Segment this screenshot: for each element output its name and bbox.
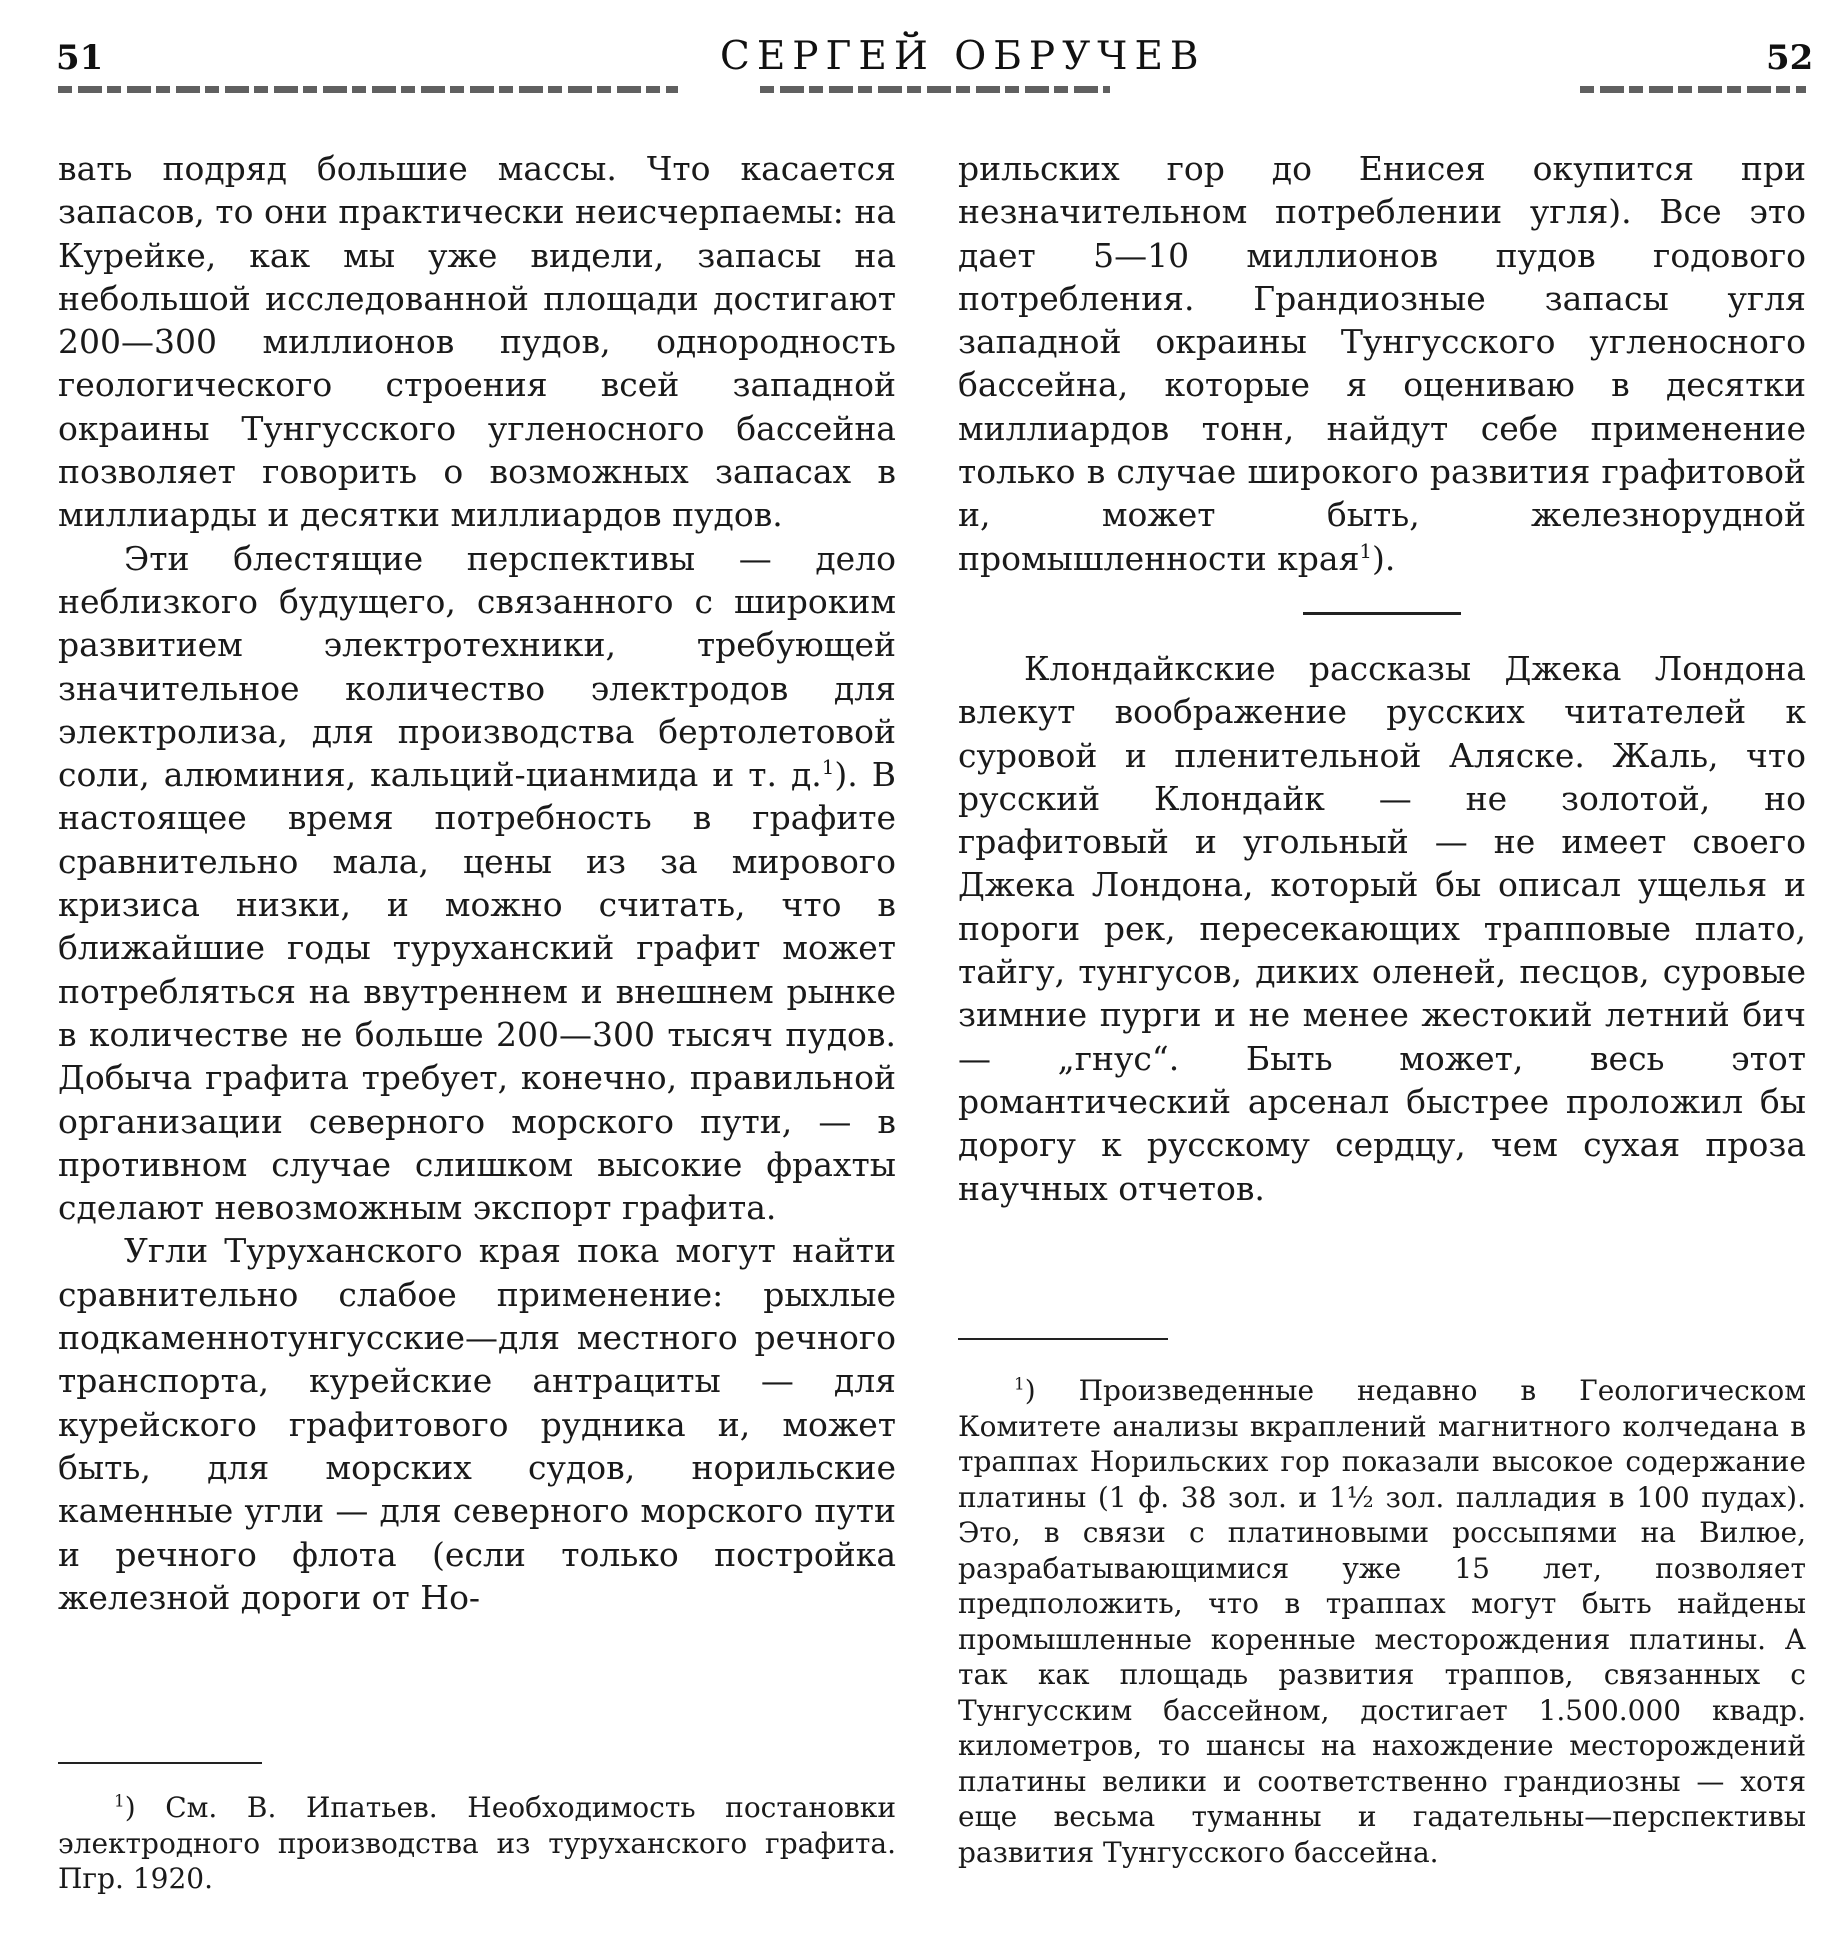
right-footnote-text: ) Произведенные недавно в Геологическом Комитете анализы вкраплений магнитного колчедана в траппах Норильских гор показали высокое содержание платины (1 ф. 38 зол. и 1½ зол. палладия в 100 пудах). Это, в связи с платиновыми россыпями на Вилюе, разрабатывающимися уже 15 лет, позволяет предположить, что в траппах могут быть найдены промышленные коренные месторождения платины. А так как площадь развития траппов, связанных с Тунгусским бассейном, достигает 1.500.000 квадр. километров, то шансы на нахождение месторождений платины велики и соответственно грандиозны — хотя еще весьма туманны и гадательны—перспективы развития Тунгусского бассейна.	[958, 1374, 1806, 1869]
header-rule-center	[760, 86, 1110, 93]
left-paragraph-2-tail: ). В настоящее время потребность в графите сравнительно мала, цены из за мирового кризиса низки, и можно считать, что в ближайшие годы туруханский графит может потребляться на ввутреннем и внешнем рынке в количестве не больше 200—300 тысяч пудов. Добыча графита требует, конечно, правильной организации северного морского пути, — в противном случае слишком высокие фрахты сделают невозможным экспорт графита.	[58, 755, 896, 1228]
left-paragraph-1: вать подряд большие массы. Что касается запасов, то они практически неисчерпаемы: на Курейке, как мы уже видели, запасы на небольшой исследованной площади достигают 200—300 миллионов пудов, однородность геологического строения всей западной окраины Тунгусского угленосного бассейна позволяет говорить о возможных запасах в миллиарды и десятки миллиардов пудов.	[58, 149, 896, 535]
footnote-ref: 1	[1359, 539, 1373, 563]
right-footnote	[958, 1373, 1806, 1870]
left-paragraph-2	[58, 537, 896, 1230]
left-page-number: 51	[56, 38, 104, 78]
section-separator	[1303, 612, 1461, 615]
right-paragraph-1-text: рильских гор до Енисея окупится при незначительном потреблении угля). Все это дает 5—10 миллионов пудов годового потребления. Грандиозные запасы угля западной окраины Тунгусского угленосного бассейна, которые я оцениваю в десятки миллиардов тонн, найдут себе применение только в случае широкого развития графитовой и, может быть, железнорудной промышленности края	[958, 149, 1806, 578]
left-footnote	[58, 1790, 896, 1897]
footnote-mark: 1	[114, 1790, 125, 1811]
right-page-number: 52	[1766, 38, 1814, 78]
left-footnote-text: ) См. В. Ипатьев. Необходимость постановки электродного производства из туруханского графита. Пгр. 1920.	[58, 1791, 896, 1895]
page-header	[0, 34, 1837, 104]
right-paragraph-1	[958, 147, 1806, 580]
right-column	[958, 147, 1806, 1210]
left-column	[58, 147, 896, 1619]
left-paragraph-3: Угли Туруханского края пока могут найти сравнительно слабое применение: рыхлые подкаменнотунгусские—для местного речного транспорта, курейские антрациты — для курейского графитового рудника и, может быть, для морских судов, норильские каменные угли — для северного морского пути и речного флота (если только постройка железной дороги от Но-	[58, 1231, 896, 1617]
right-paragraph-2: Клондайкские рассказы Джека Лондона влекут воображение русских читателей к суровой и пленительной Аляске. Жаль, что русский Клондайк — не золотой, но графитовый и угольный — не имеет своего Джека Лондона, который бы описал ущелья и пороги рек, пересекающих трапповые плато, тайгу, тунгусов, диких оленей, песцов, суровые зимние пурги и не менее жестокий летний бич — „гнус“. Быть может, весь этот романтический арсенал быстрее проложил бы дорогу к русскому сердцу, чем сухая проза научных отчетов.	[958, 648, 1806, 1208]
footnote-ref: 1	[821, 756, 835, 780]
right-paragraph-1-tail: ).	[1372, 538, 1396, 578]
left-paragraph-2-text: Эти блестящие перспективы — дело неблизкого будущего, связанного с широким развитием электротехники, требующей значительное количество электродов для электролиза, для производства бертолетовой соли, алюминия, кальций-цианмида и т. д.	[58, 538, 896, 795]
header-rule-left	[58, 86, 678, 93]
left-footnote-rule	[58, 1762, 262, 1764]
footnote-mark: 1	[1014, 1373, 1025, 1394]
header-rule-right	[1580, 86, 1806, 93]
running-title: СЕРГЕЙ ОБРУЧЕВ	[720, 34, 1206, 79]
right-footnote-rule	[958, 1338, 1168, 1340]
